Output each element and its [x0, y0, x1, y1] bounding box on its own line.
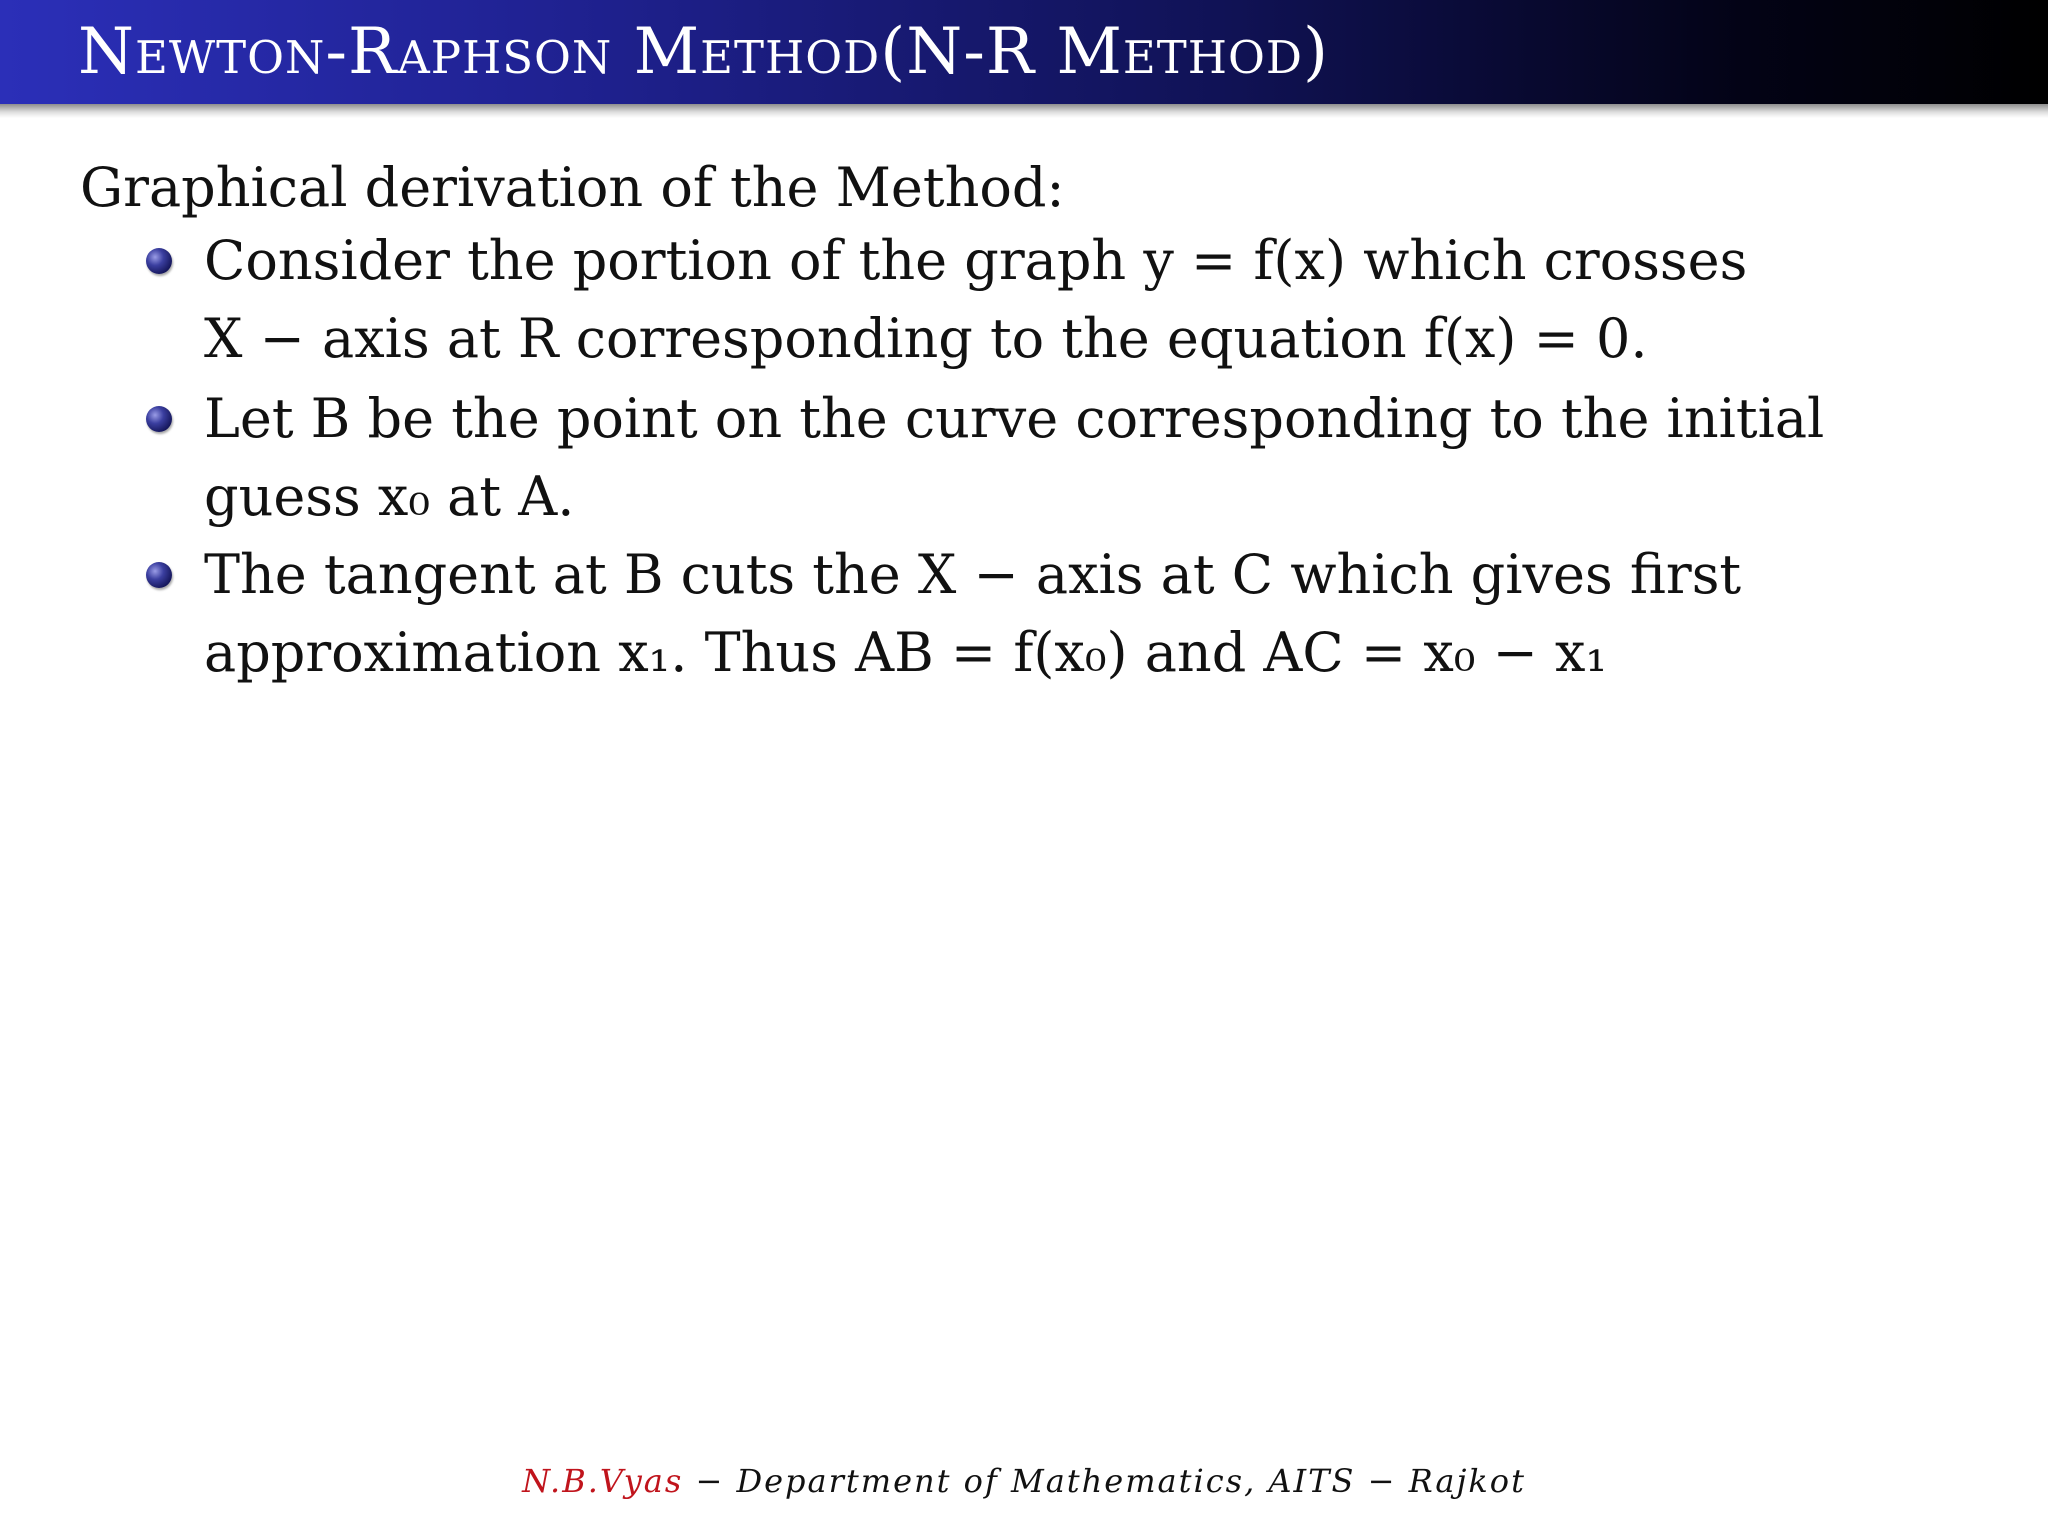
footer-author: N.B.Vyas: [522, 1462, 684, 1500]
bullet-1-line-1: Consider the portion of the graph y = f(x) which crosses: [204, 229, 1748, 292]
slide-title: Newton-Raphson Method(N-R Method): [78, 15, 1329, 89]
bullet-dot-icon: [146, 406, 172, 432]
footer-affiliation: − Department of Mathematics, AITS − Rajkot: [683, 1462, 1526, 1500]
bullet-dot-icon: [146, 562, 172, 588]
bullet-2-line-2: guess x₀ at A.: [204, 465, 575, 528]
intro-text: Graphical derivation of the Method:: [80, 156, 1065, 219]
title-bar-shadow: [0, 104, 2048, 118]
bullet-dot-icon: [146, 248, 172, 274]
slide-footer: [0, 1462, 2048, 1500]
bullet-3-line-1: The tangent at B cuts the X − axis at C which gives first: [204, 543, 1742, 606]
bullet-3-line-2: approximation x₁. Thus AB = f(x₀) and AC = x₀ − x₁: [204, 621, 1608, 684]
bullet-2-line-1: Let B be the point on the curve corresponding to the initial: [204, 387, 1825, 450]
bullet-1-line-2: X − axis at R corresponding to the equation f(x) = 0.: [204, 307, 1648, 370]
